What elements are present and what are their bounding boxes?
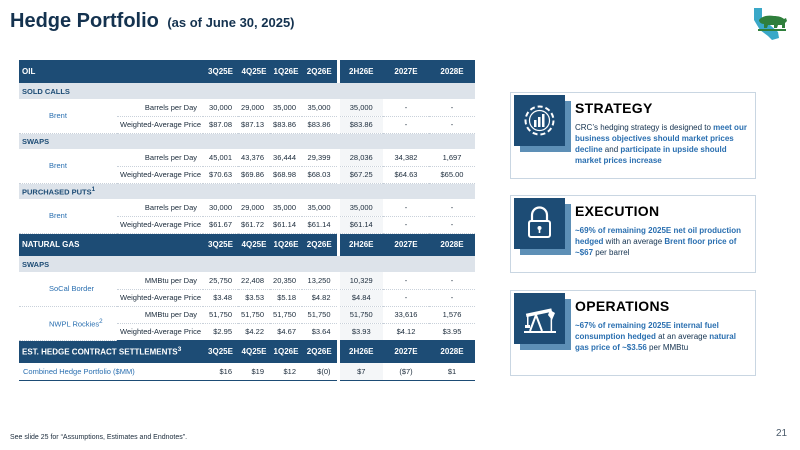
cell-value: 51,750: [203, 306, 238, 323]
cell-value: $61.14: [302, 216, 338, 233]
cell-value: 34,382: [383, 149, 429, 166]
cell-value: $12: [270, 363, 302, 380]
table-row: [19, 149, 475, 166]
cell-value: -: [429, 289, 475, 306]
cell-value: -: [429, 272, 475, 289]
cell-value: -: [383, 216, 429, 233]
cell-value: $61.14: [338, 216, 383, 233]
lock-icon: [514, 198, 565, 249]
col-header: 2H26E: [338, 233, 383, 256]
cell-value: 35,000: [302, 199, 338, 216]
title-main: Hedge Portfolio: [10, 10, 159, 32]
highlight-text: meet our business objectives should market prices decline: [575, 123, 747, 154]
cell-value: 45,001: [203, 149, 238, 166]
strategy-panel: [510, 92, 756, 179]
cell-value: 22,408: [238, 272, 270, 289]
cell-value: $3.53: [238, 289, 270, 306]
cell-value: $2.95: [203, 323, 238, 340]
table-row: [19, 306, 475, 323]
cell-value: $87.08: [203, 116, 238, 133]
cell-value: 30,000: [203, 99, 238, 116]
execution-text: [575, 225, 751, 258]
highlight-text: ~69% of remaining 2025E net oil production hedged: [575, 226, 742, 246]
col-header: 2Q26E: [306, 240, 332, 250]
metric-label: MMBtu per Day: [117, 272, 203, 289]
cell-value: 29,000: [238, 199, 270, 216]
cell-value: 36,444: [270, 149, 302, 166]
cell-value: 35,000: [338, 99, 383, 116]
text-part: per MMBtu: [646, 343, 689, 352]
oil-header-label: OIL: [22, 67, 36, 76]
text-part: with an average: [603, 237, 665, 246]
footnote-marker: 3: [177, 346, 182, 354]
cell-value: $65.00: [429, 166, 475, 183]
cell-value: $3.64: [302, 323, 338, 340]
cell-value: 51,750: [270, 306, 302, 323]
cell-value: 35,000: [338, 199, 383, 216]
cell-value: 29,399: [302, 149, 338, 166]
strategy-title: STRATEGY: [575, 100, 653, 116]
cell-value: -: [429, 99, 475, 116]
hedge-portfolio-table: [19, 60, 475, 381]
cell-value: -: [383, 116, 429, 133]
highlight-text: Brent floor price of ~$67: [575, 237, 737, 257]
metric-label: Weighted-Average Price: [117, 289, 203, 306]
col-header: 2028E: [440, 347, 464, 357]
operations-text: [575, 320, 751, 353]
metric-label: Barrels per Day: [117, 199, 203, 216]
cell-value: $83.86: [302, 116, 338, 133]
section-gas-swaps: [19, 256, 475, 272]
cell-value: $1: [429, 363, 475, 380]
cell-value: -: [383, 99, 429, 116]
cell-value: $61.67: [203, 216, 238, 233]
text-part: per barrel: [593, 248, 630, 257]
col-header: 2H26E: [338, 60, 383, 83]
execution-title: EXECUTION: [575, 203, 660, 219]
col-header: 1Q26E: [273, 67, 299, 76]
cell-value: 30,000: [203, 199, 238, 216]
section-swaps: [19, 133, 475, 149]
metric-label: MMBtu per Day: [117, 306, 203, 323]
table-row: [19, 363, 475, 380]
execution-panel: [510, 195, 756, 273]
cell-value: -: [429, 216, 475, 233]
cell-value: $3.95: [429, 323, 475, 340]
gas-header-row: [19, 233, 475, 256]
col-header: 2Q26E: [306, 67, 332, 76]
col-header: 3Q25E: [208, 347, 233, 357]
cell-value: $3.48: [203, 289, 238, 306]
cell-value: 28,036: [338, 149, 383, 166]
cell-value: $68.98: [270, 166, 302, 183]
cell-value: $70.63: [203, 166, 238, 183]
col-header: 2027E: [394, 67, 418, 76]
col-header: 4Q25E: [241, 240, 267, 250]
cell-value: 10,329: [338, 272, 383, 289]
text-part: CRC’s hedging strategy is designed to: [575, 123, 714, 132]
section-purchased-puts: [19, 183, 475, 199]
cell-value: 35,000: [270, 99, 302, 116]
title-subtitle: (as of June 30, 2025): [167, 15, 295, 30]
cell-value: $4.22: [238, 323, 270, 340]
cell-value: $3.93: [338, 323, 383, 340]
highlight-text: participate in upside should market prices increase: [575, 145, 727, 165]
operations-title: OPERATIONS: [575, 298, 670, 314]
gear-chart-icon: [514, 95, 565, 146]
col-header: 2028E: [440, 67, 464, 76]
col-header: 3Q25E: [208, 240, 233, 250]
combined-portfolio-label: Combined Hedge Portfolio ($MM): [19, 363, 203, 380]
cell-value: $19: [238, 363, 270, 380]
cell-value: -: [429, 116, 475, 133]
cell-value: 43,376: [238, 149, 270, 166]
cell-value: 29,000: [238, 99, 270, 116]
strategy-text: [575, 122, 751, 166]
cell-value: -: [383, 199, 429, 216]
cell-value: 35,000: [302, 99, 338, 116]
cell-value: 35,000: [270, 199, 302, 216]
cell-value: 51,750: [238, 306, 270, 323]
cell-value: $68.03: [302, 166, 338, 183]
instrument-name-text: NWPL Rockies: [49, 319, 100, 329]
california-bear-logo: [748, 6, 792, 42]
footnote-marker: 2: [99, 317, 103, 325]
col-header: 2027E: [394, 240, 418, 250]
cell-value: $4.82: [302, 289, 338, 306]
metric-label: Barrels per Day: [117, 149, 203, 166]
col-header: 1Q26E: [273, 240, 299, 250]
cell-value: 1,697: [429, 149, 475, 166]
highlight-text: natural gas price of ~$3.56: [575, 332, 736, 352]
page-title: [10, 10, 295, 33]
page-number: 21: [776, 428, 788, 439]
cell-value: $61.72: [238, 216, 270, 233]
metric-label: Weighted-Average Price: [117, 116, 203, 133]
cell-value: 51,750: [338, 306, 383, 323]
cell-value: $61.14: [270, 216, 302, 233]
cell-value: 51,750: [302, 306, 338, 323]
gas-header-label: NATURAL GAS: [22, 240, 80, 250]
text-part: and: [602, 145, 621, 154]
cell-value: $83.86: [270, 116, 302, 133]
instrument-name: SoCal Border: [19, 272, 117, 306]
settlements-header-label: [19, 340, 203, 363]
section-label: [19, 183, 475, 199]
cell-value: $69.86: [238, 166, 270, 183]
cell-value: $5.18: [270, 289, 302, 306]
section-label: SWAPS: [22, 136, 50, 146]
cell-value: $4.84: [338, 289, 383, 306]
cell-value: 1,576: [429, 306, 475, 323]
settlements-header-row: [19, 340, 475, 363]
instrument-name: [19, 306, 117, 340]
cell-value: $87.13: [238, 116, 270, 133]
col-header: 2027E: [394, 347, 418, 357]
section-label-text: PURCHASED PUTS: [22, 187, 92, 197]
metric-label: Weighted-Average Price: [117, 216, 203, 233]
col-header: 2028E: [440, 240, 464, 250]
instrument-name: Brent: [19, 99, 117, 133]
col-header: 4Q25E: [241, 67, 267, 76]
section-label: SOLD CALLS: [22, 86, 70, 96]
settlements-header-text: EST. HEDGE CONTRACT SETTLEMENTS: [22, 348, 178, 358]
cell-value: -: [429, 199, 475, 216]
instrument-name: Brent: [19, 199, 117, 233]
col-header: 1Q26E: [273, 347, 299, 357]
table-row: [19, 199, 475, 216]
oil-pump-icon: [514, 293, 565, 344]
col-header: 3Q25E: [208, 67, 233, 76]
cell-value: -: [383, 289, 429, 306]
cell-value: ($7): [383, 363, 429, 380]
metric-label: Weighted-Average Price: [117, 166, 203, 183]
footnote-marker: 1: [91, 186, 96, 193]
cell-value: $4.12: [383, 323, 429, 340]
section-label: SWAPS: [22, 259, 50, 269]
instrument-name: Brent: [19, 149, 117, 183]
col-header: 2H26E: [338, 340, 383, 363]
cell-value: 13,250: [302, 272, 338, 289]
oil-header-row: [19, 60, 475, 83]
cell-value: $64.63: [383, 166, 429, 183]
metric-label: Weighted-Average Price: [117, 323, 203, 340]
table-row: [19, 272, 475, 289]
cell-value: $(0): [302, 363, 338, 380]
table-row: [19, 99, 475, 116]
cell-value: $16: [203, 363, 238, 380]
text-part: at an average: [655, 332, 710, 341]
cell-value: -: [383, 272, 429, 289]
cell-value: $67.25: [338, 166, 383, 183]
col-header: 4Q25E: [241, 347, 267, 357]
cell-value: 20,350: [270, 272, 302, 289]
metric-label: Barrels per Day: [117, 99, 203, 116]
cell-value: $7: [338, 363, 383, 380]
footnote-text: See slide 25 for “Assumptions, Estimates and Endnotes”.: [10, 434, 188, 441]
cell-value: 25,750: [203, 272, 238, 289]
operations-panel: [510, 290, 756, 376]
cell-value: $83.86: [338, 116, 383, 133]
highlight-text: ~67% of remaining 2025E internal fuel consumption hedged: [575, 321, 719, 341]
col-header: 2Q26E: [306, 347, 332, 357]
cell-value: $4.67: [270, 323, 302, 340]
section-sold-calls: [19, 83, 475, 99]
cell-value: 33,616: [383, 306, 429, 323]
